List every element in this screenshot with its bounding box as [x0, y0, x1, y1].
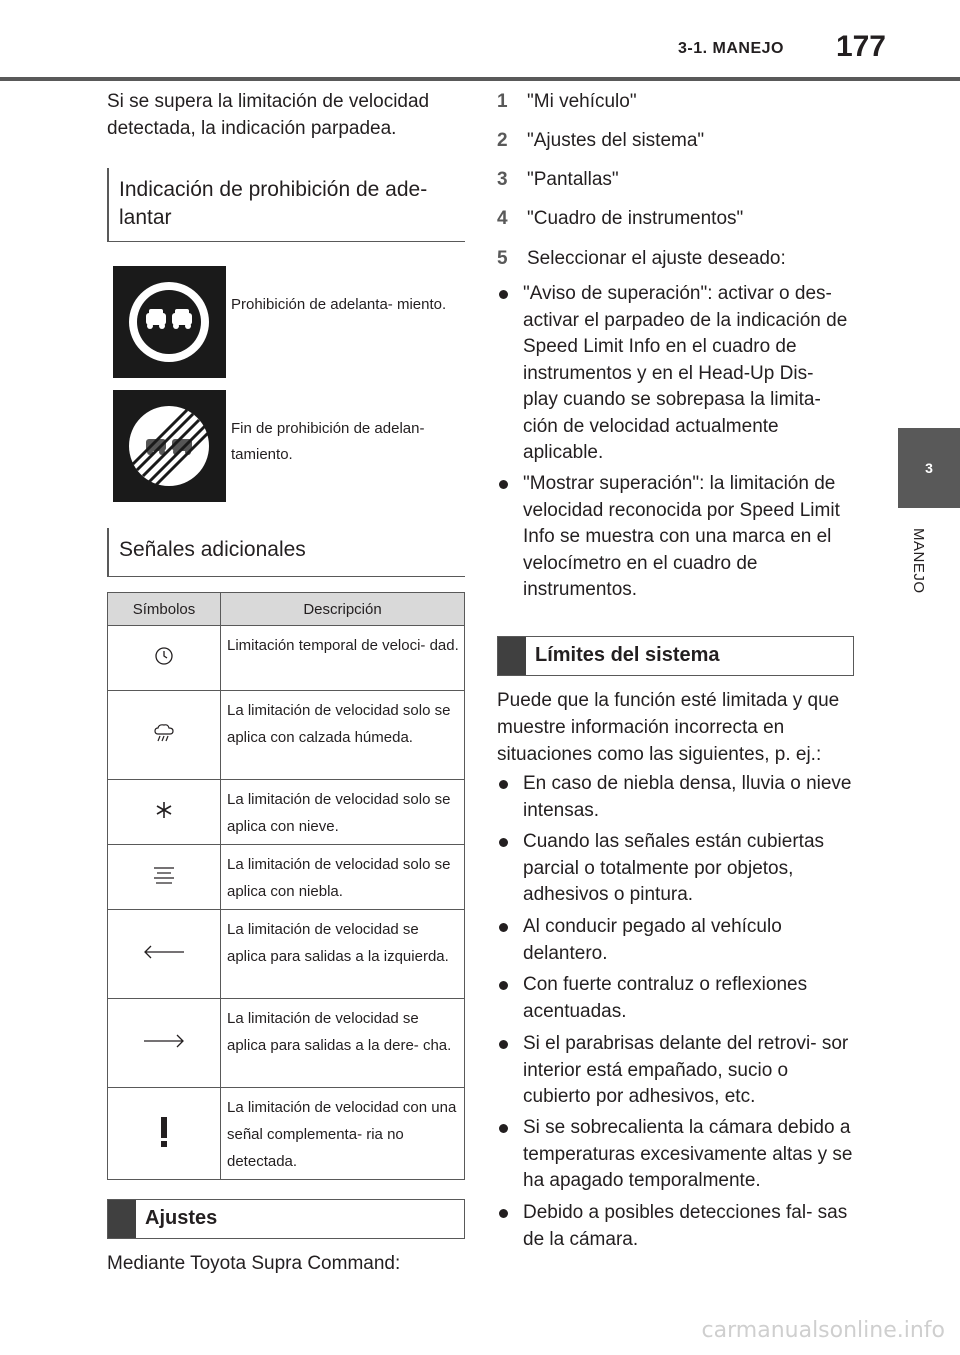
section-title: 3-1. MANEJO: [678, 40, 784, 57]
table-cell-description: La limitación de velocidad se aplica para salidas a la dere- cha.: [221, 999, 465, 1088]
table-row: [108, 691, 465, 780]
bullet-icon: [499, 1209, 508, 1218]
table-cell-description: La limitación de velocidad solo se aplica con calzada húmeda.: [221, 691, 465, 780]
table-cell-description: Limitación temporal de veloci- dad.: [221, 626, 465, 691]
sign-row-no-overtaking: [113, 266, 465, 378]
fog-icon: [108, 845, 221, 910]
step-number: 3: [497, 169, 508, 190]
snowflake-icon: [108, 780, 221, 845]
symbols-table: [107, 592, 465, 1180]
table-row: [108, 626, 465, 691]
bullet-icon: [499, 290, 508, 299]
rain-cloud-icon: [108, 691, 221, 780]
settings-heading: Ajustes: [145, 1207, 218, 1229]
sign-row-end-no-overtaking: [113, 390, 465, 502]
limit-text: Cuando las señales están cubiertas parcial o totalmente por objetos, adhesivos o pintura.: [523, 831, 825, 905]
column-header-description: Descripción: [221, 593, 465, 626]
bullet-icon: [499, 480, 508, 489]
intro-paragraph: Si se supera la limitación de velocidad detectada, la indicación parpadea.: [107, 91, 430, 139]
bullet-icon: [499, 1040, 508, 1049]
limit-text: Al conducir pegado al vehículo delantero.: [523, 916, 782, 964]
option-text: "Mostrar superación": la limitación de velocidad reconocida por Speed Limit Info se muestra con una marca en el velocímetro en el cuadro de instrumentos.: [523, 473, 840, 600]
step-number: 1: [497, 91, 508, 112]
watermark: carmanualsonline.info: [701, 1318, 945, 1343]
limit-text: En caso de niebla densa, lluvia o nieve intensas.: [523, 773, 852, 821]
step-text: Seleccionar el ajuste deseado:: [527, 248, 786, 269]
table-row: [108, 999, 465, 1088]
heading-bar: [108, 1200, 136, 1238]
table-cell-description: La limitación de velocidad solo se aplica con niebla.: [221, 845, 465, 910]
limit-text: Con fuerte contraluz o reflexiones acentuadas.: [523, 974, 808, 1022]
clock-icon: [108, 626, 221, 691]
step-number: 2: [497, 130, 508, 151]
end-no-overtaking-sign-icon: [113, 390, 226, 502]
chapter-tab: 3: [898, 428, 960, 508]
limit-text: Debido a posibles detecciones fal- sas de la cámara.: [523, 1202, 848, 1250]
bullet-icon: [499, 1124, 508, 1133]
settings-heading-box: [107, 1199, 465, 1239]
table-cell-description: La limitación de velocidad solo se aplica con nieve.: [221, 780, 465, 845]
step-text: "Mi vehículo": [527, 91, 637, 112]
settings-intro: Mediante Toyota Supra Command:: [107, 1253, 401, 1274]
exclamation-icon: [108, 1088, 221, 1180]
table-cell-description: La limitación de velocidad con una señal complementa- ria no detectada.: [221, 1088, 465, 1180]
bullet-icon: [499, 838, 508, 847]
table-header-row: [108, 593, 465, 626]
heading-bar: [498, 637, 526, 675]
table-cell-description: La limitación de velocidad se aplica para salidas a la izquierda.: [221, 910, 465, 999]
step-number: 5: [497, 248, 508, 269]
limits-heading: Límites del sistema: [535, 644, 720, 666]
step-text: "Cuadro de instrumentos": [527, 208, 744, 229]
bullet-icon: [499, 780, 508, 789]
limit-text: Si se sobrecalienta la cámara debido a temperaturas excesivamente altas y se ha apagado temporalmente.: [523, 1117, 853, 1191]
table-row: [108, 780, 465, 845]
limits-heading-box: [497, 636, 854, 676]
step-number: 4: [497, 208, 508, 229]
no-overtaking-sign-icon: [113, 266, 226, 378]
bullet-icon: [499, 981, 508, 990]
page-number: 177: [835, 30, 886, 63]
table-row: [108, 910, 465, 999]
column-header-symbols: Símbolos: [108, 593, 221, 626]
limits-intro: Puede que la función esté limitada y que muestre información incorrecta en situaciones como las siguientes, p. ej.:: [497, 690, 840, 765]
bullet-icon: [499, 923, 508, 932]
arrow-left-icon: [108, 910, 221, 999]
limit-text: Si el parabrisas delante del retrovi- sor interior está empañado, sucio o cubierto por adhesivos, etc.: [523, 1033, 849, 1107]
table-row: [108, 845, 465, 910]
option-text: "Aviso de superación": activar o des- activar el parpadeo de la indicación de Speed Limit Info en el cuadro de instrumentos y en el Head-Up Dis- play cuando se sobrepasa la limita- ción de velocidad actualmente aplicable.: [523, 283, 848, 463]
step-text: "Ajustes del sistema": [527, 130, 705, 151]
chapter-label: MANEJO: [910, 528, 927, 594]
sign-description: Prohibición de adelanta- miento.: [231, 296, 447, 313]
step-text: "Pantallas": [527, 169, 619, 190]
table-row: [108, 1088, 465, 1180]
overtaking-heading: Indicación de prohibición de ade- lantar: [107, 168, 465, 242]
sign-description: Fin de prohibición de adelan- tamiento.: [231, 420, 425, 463]
header-rule: [0, 77, 960, 81]
arrow-right-icon: [108, 999, 221, 1088]
additional-signs-heading: Señales adicionales: [107, 528, 465, 577]
